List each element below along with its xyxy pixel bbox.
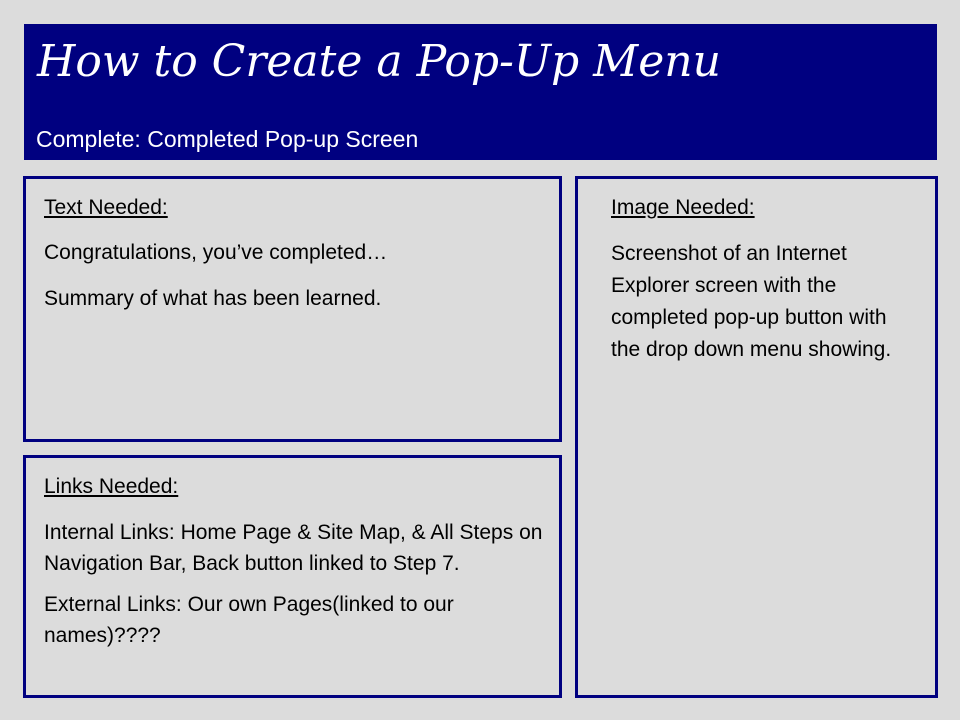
text-needed-line: Summary of what has been learned. (44, 287, 382, 310)
slide-subtitle: Complete: Completed Pop-up Screen (36, 126, 419, 152)
internal-links-line: Internal Links: Home Page & Site Map, & All Steps on Navigation Bar, Back button linked to Step 7. (44, 521, 543, 575)
slide-title: How to Create a Pop-Up Menu (37, 36, 721, 87)
links-needed-panel (23, 455, 562, 698)
external-links-line: External Links: Our own Pages(linked to our names)???? (44, 593, 454, 647)
title-banner (24, 24, 937, 160)
text-needed-heading: Text Needed: (44, 196, 168, 219)
image-needed-panel (575, 176, 938, 698)
image-needed-heading: Image Needed: (611, 196, 755, 219)
text-needed-panel (23, 176, 562, 442)
image-needed-line: Screenshot of an Internet Explorer screen with the completed pop-up button with the drop down menu showing. (611, 242, 892, 361)
links-needed-heading: Links Needed: (44, 475, 179, 498)
text-needed-line: Congratulations, you’ve completed… (44, 241, 388, 264)
